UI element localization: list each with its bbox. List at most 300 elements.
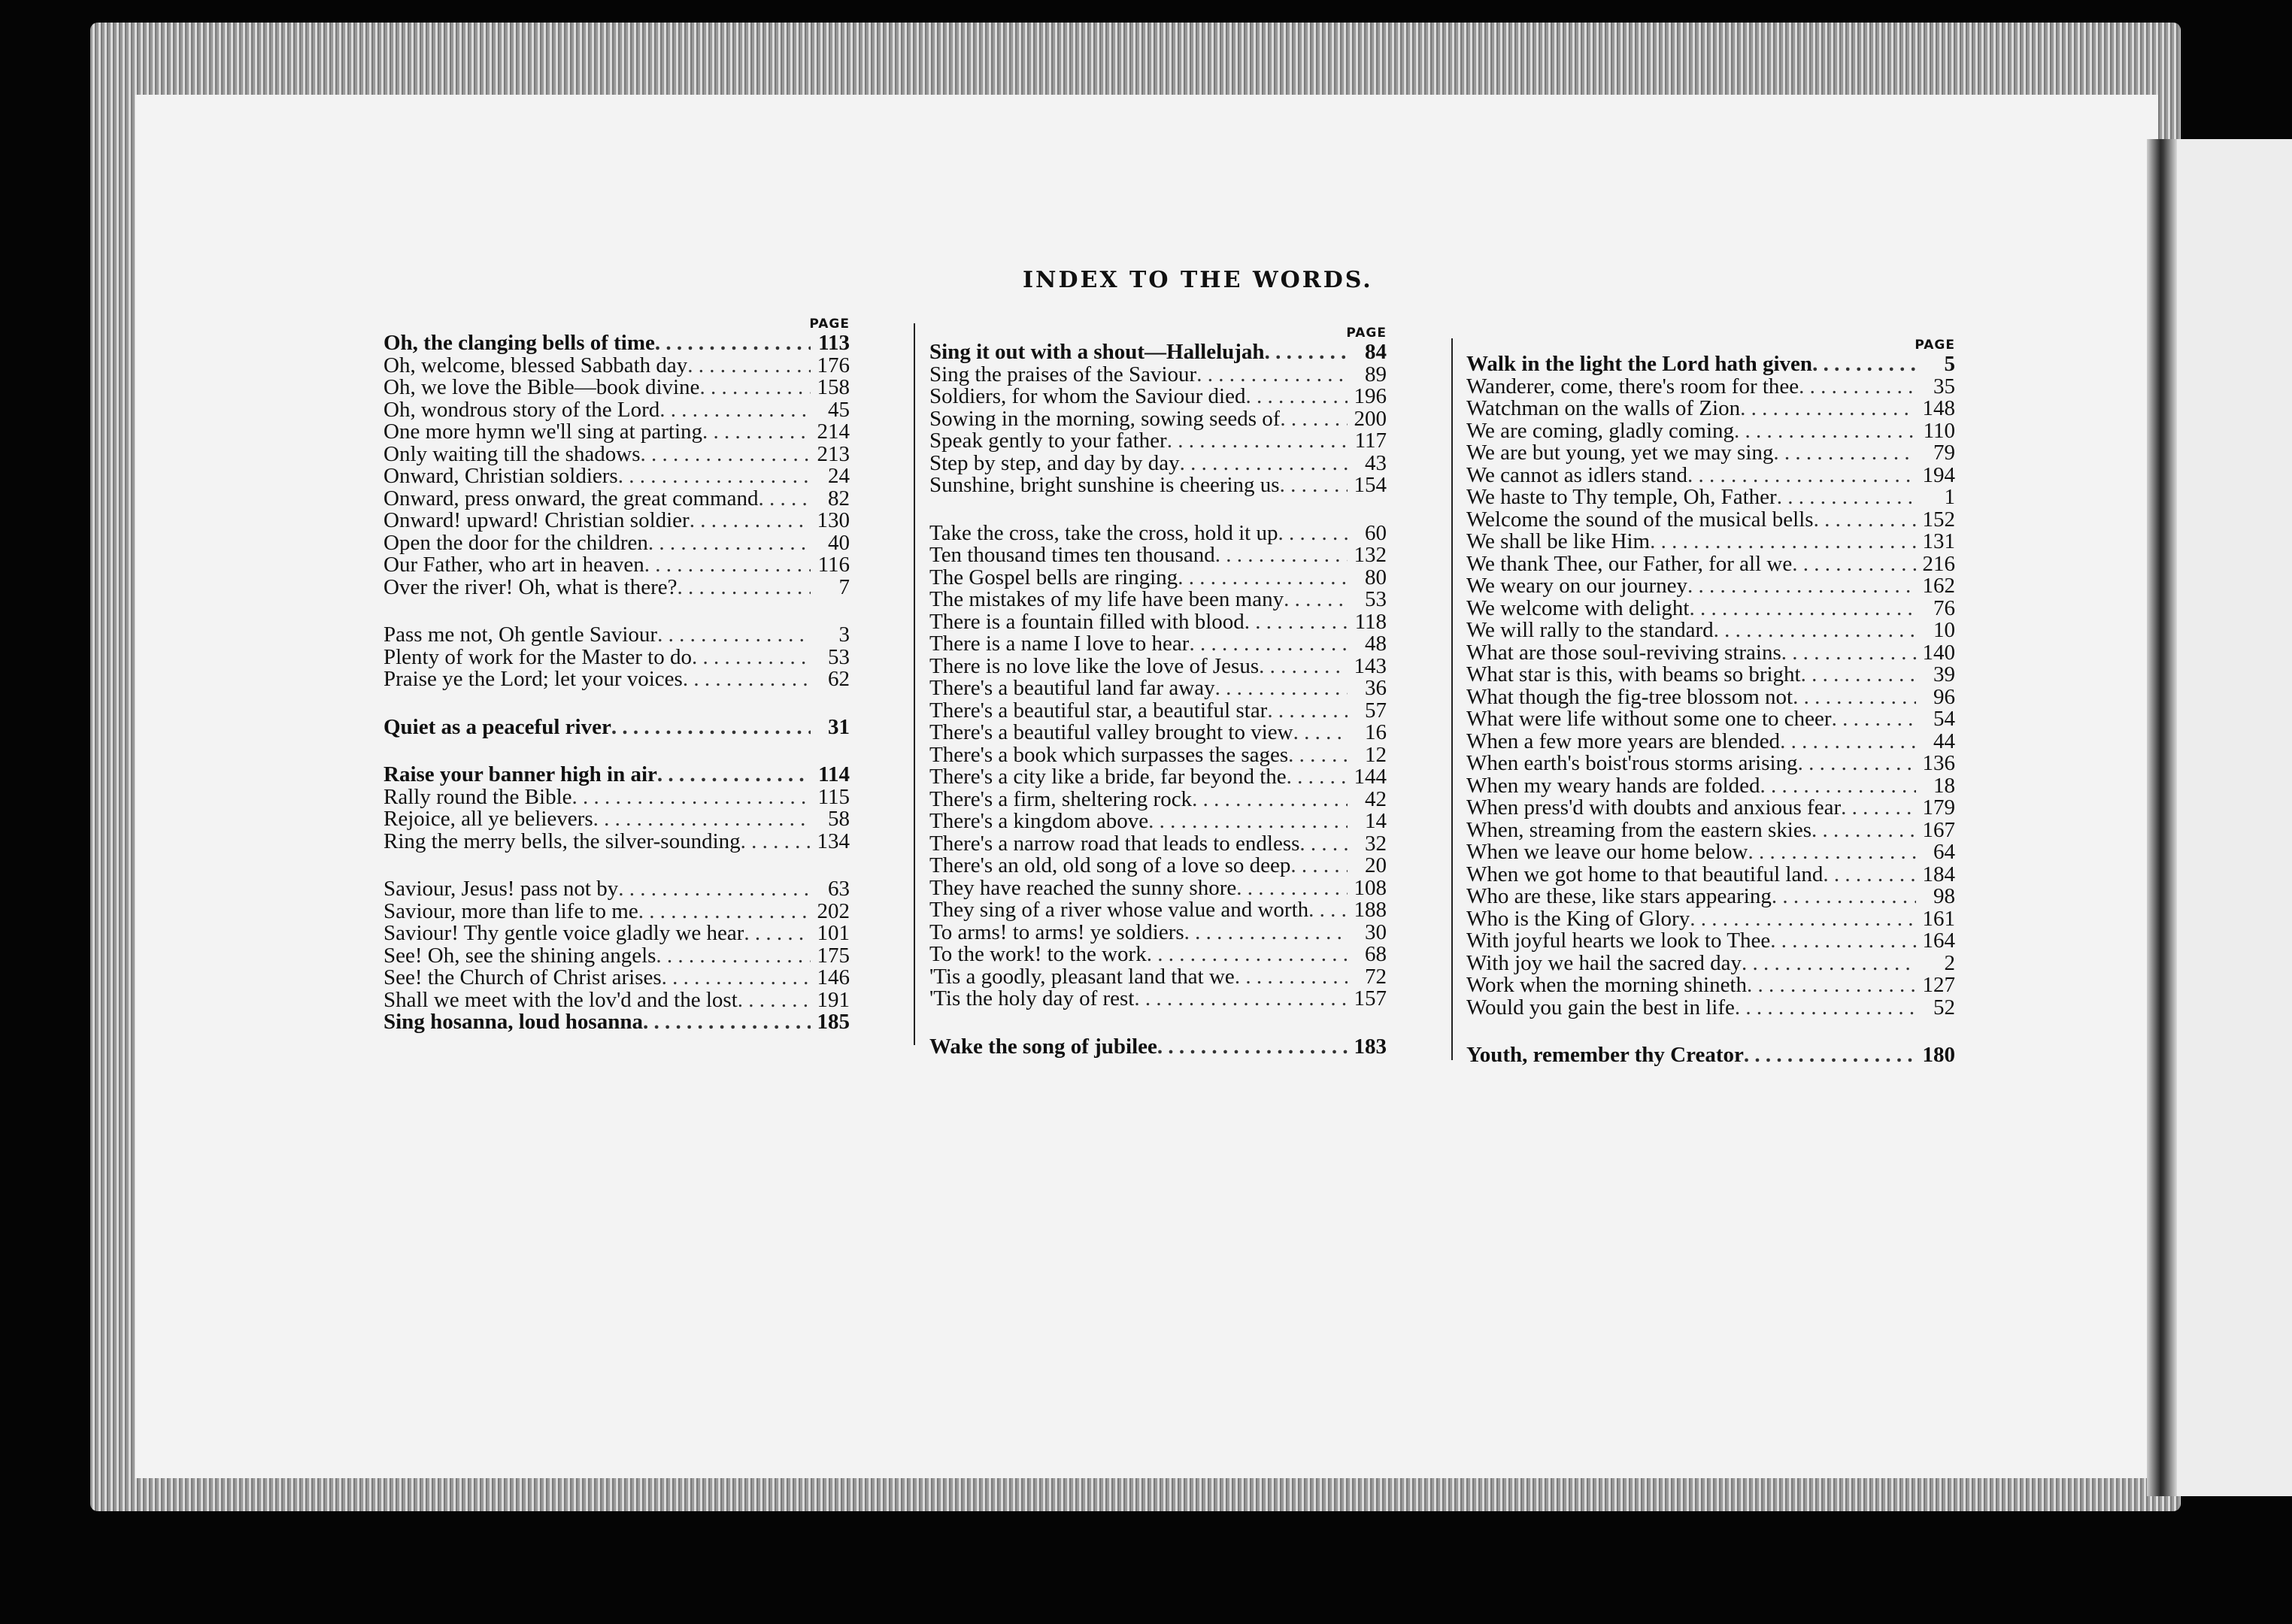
index-column-1 — [384, 316, 850, 1034]
leader-dots — [1832, 708, 1916, 731]
index-entry — [384, 574, 850, 599]
leader-dots — [618, 465, 811, 488]
page-number: 76 — [1933, 595, 1955, 620]
leader-dots — [1823, 864, 1916, 886]
page-number: 158 — [817, 375, 850, 399]
index-entry — [929, 430, 1387, 453]
page-number: 183 — [1354, 1034, 1387, 1059]
leader-dots — [1690, 908, 1916, 931]
page-number: 116 — [817, 553, 850, 577]
leader-dots — [690, 510, 811, 532]
page-number: 152 — [1922, 507, 1955, 532]
group-gap — [929, 497, 1387, 523]
leader-dots — [1734, 420, 1916, 443]
index-entry — [1466, 531, 1955, 553]
leader-dots — [738, 989, 811, 1012]
leader-dots — [692, 647, 811, 669]
hymn-first-line: To the work! to the work — [929, 944, 1147, 966]
index-entry — [929, 341, 1387, 364]
index-entry — [384, 1011, 850, 1034]
hymn-first-line: Work when the morning shineth — [1466, 974, 1747, 997]
index-entry — [929, 766, 1387, 789]
leader-dots — [741, 831, 811, 853]
hymn-first-line: Saviour, Jesus! pass not by — [384, 878, 619, 901]
leader-dots — [1799, 376, 1916, 398]
index-entry — [929, 944, 1387, 966]
index-entry — [929, 899, 1387, 922]
page-column-header: PAGE — [1915, 338, 1955, 353]
leader-dots — [1814, 509, 1916, 532]
leader-dots — [1134, 988, 1348, 1010]
hymn-first-line: With joy we hail the sacred day — [1466, 952, 1742, 974]
hymn-first-line: Open the door for the children — [384, 532, 648, 554]
index-entry — [1466, 1044, 1955, 1067]
page-number: 2 — [1944, 950, 1955, 975]
leader-dots — [1742, 953, 1916, 975]
page-column-header: PAGE — [1346, 326, 1387, 341]
page-number: 148 — [1922, 396, 1955, 420]
index-entry — [929, 633, 1387, 656]
hymn-first-line: There's a firm, sheltering rock — [929, 788, 1193, 810]
group-gap — [384, 691, 850, 717]
leader-dots — [1687, 575, 1916, 598]
hymn-first-line: Youth, remember thy Creator — [1466, 1044, 1744, 1067]
page-number: 53 — [1365, 587, 1387, 611]
group-gap — [384, 738, 850, 764]
leader-dots — [1740, 398, 1916, 420]
index-entry — [384, 421, 850, 444]
leader-dots — [1147, 944, 1348, 966]
page-number: 176 — [817, 353, 850, 377]
hymn-first-line: Quiet as a peaceful river — [384, 716, 611, 738]
hymn-first-line: They have reached the sunny shore — [929, 877, 1237, 899]
hymn-first-line: We shall be like Him — [1466, 531, 1651, 553]
book-gutter — [2147, 139, 2177, 1496]
leader-dots — [643, 1011, 811, 1034]
page-number: 45 — [828, 397, 850, 422]
index-entry — [384, 399, 850, 422]
page-number: 134 — [817, 829, 850, 853]
index-entry — [384, 532, 850, 555]
page-number: 58 — [828, 807, 850, 831]
leader-dots — [1189, 633, 1348, 656]
hymn-first-line: To arms! to arms! ye soldiers — [929, 921, 1184, 944]
page-number: 196 — [1354, 384, 1387, 408]
index-entry — [384, 624, 850, 647]
hymn-first-line: When earth's boist'rous storms arising — [1466, 753, 1798, 775]
leader-dots — [758, 488, 811, 511]
hymn-first-line: Pass me not, Oh gentle Saviour — [384, 624, 658, 647]
leader-dots — [1157, 1036, 1348, 1059]
hymn-first-line: 'Tis a goodly, pleasant land that we — [929, 965, 1235, 988]
hymn-first-line: There's a city like a bride, far beyond the — [929, 766, 1287, 789]
page-number: 63 — [828, 877, 850, 901]
leader-dots — [1180, 453, 1348, 475]
index-entry — [384, 945, 850, 968]
page-number: 18 — [1933, 773, 1955, 798]
hymn-first-line: When, streaming from the eastern skies — [1466, 819, 1812, 841]
hymn-first-line: Who is the King of Glory — [1466, 907, 1690, 930]
page-number: 191 — [817, 987, 850, 1012]
index-entry — [929, 922, 1387, 944]
hymn-first-line: Take the cross, take the cross, hold it up — [929, 522, 1278, 544]
index-entry — [1466, 775, 1955, 798]
hymn-first-line: See! the Church of Christ arises — [384, 967, 662, 989]
page-number: 48 — [1365, 632, 1387, 656]
index-entry — [929, 988, 1387, 1010]
page-number: 110 — [1923, 418, 1955, 443]
page-number: 118 — [1354, 609, 1387, 634]
page-number: 42 — [1365, 786, 1387, 811]
page-number: 79 — [1933, 441, 1955, 465]
leader-dots — [1650, 531, 1916, 553]
page-number: 39 — [1933, 662, 1955, 686]
index-entry — [929, 653, 1387, 678]
index-entry — [1466, 997, 1955, 1020]
index-entry — [929, 544, 1387, 567]
index-entry — [1466, 731, 1955, 753]
hymn-first-line: Walk in the light the Lord hath given — [1466, 353, 1813, 376]
index-entry — [929, 833, 1387, 856]
leader-dots — [655, 332, 811, 355]
leader-dots — [1744, 1044, 1916, 1067]
page-number: 167 — [1922, 817, 1955, 842]
hymn-first-line: We haste to Thy temple, Oh, Father — [1466, 486, 1777, 509]
hymn-first-line: Onward! upward! Christian soldier — [384, 510, 690, 532]
leader-dots — [1841, 797, 1916, 820]
page-number: 10 — [1933, 618, 1955, 642]
hymn-first-line: Our Father, who art in heaven — [384, 554, 644, 577]
leader-dots — [1290, 855, 1348, 877]
hymn-first-line: Speak gently to your father — [929, 430, 1167, 453]
leader-dots — [1288, 744, 1348, 767]
hymn-first-line: Sowing in the morning, sowing seeds of — [929, 408, 1281, 430]
leader-dots — [1777, 486, 1916, 509]
leader-dots — [683, 668, 811, 691]
hymn-first-line: Onward, Christian soldiers — [384, 465, 618, 488]
page-number: 154 — [1354, 473, 1387, 497]
page-number: 43 — [1365, 450, 1387, 475]
leader-dots — [1735, 997, 1916, 1020]
leader-dots — [1184, 922, 1348, 944]
hymn-first-line: Saviour, more than life to me — [384, 900, 638, 923]
hymn-first-line: What were life without some one to cheer — [1466, 708, 1832, 731]
leader-dots — [611, 717, 811, 739]
index-entry — [929, 722, 1387, 744]
page-number: 64 — [1933, 840, 1955, 864]
leader-dots — [1167, 430, 1348, 453]
leader-dots — [572, 786, 811, 809]
leader-dots — [656, 945, 811, 968]
leader-dots — [1812, 353, 1916, 376]
index-entry — [1466, 664, 1955, 686]
leader-dots — [1781, 642, 1916, 665]
index-entry — [1466, 864, 1955, 886]
index-entry — [1466, 595, 1955, 620]
hymn-first-line: There is a name I love to hear — [929, 633, 1190, 656]
hymn-first-line: We are but young, yet we may sing — [1466, 442, 1774, 465]
leader-dots — [1293, 722, 1348, 744]
page-number: 144 — [1354, 765, 1387, 789]
index-entry — [384, 554, 850, 577]
page-number: 32 — [1365, 831, 1387, 856]
hymn-first-line: See! Oh, see the shining angels — [384, 944, 656, 967]
page-number: 57 — [1365, 698, 1387, 723]
page-number: 30 — [1365, 920, 1387, 944]
index-entry — [384, 898, 850, 923]
page-number: 54 — [1933, 707, 1955, 731]
hymn-first-line: Who are these, like stars appearing — [1466, 886, 1772, 908]
index-entry — [384, 878, 850, 901]
index-entry — [1466, 420, 1955, 443]
page-number: 101 — [817, 921, 850, 945]
page-number: 1 — [1944, 485, 1955, 509]
hymn-first-line: Ten thousand times ten thousand — [929, 544, 1215, 567]
index-entry — [384, 831, 850, 853]
leader-dots — [687, 355, 811, 377]
hymn-first-line: Soldiers, for whom the Saviour died — [929, 386, 1246, 408]
page-number: 194 — [1922, 462, 1955, 487]
column-divider — [914, 323, 915, 1045]
hymn-first-line: Oh, wondrous story of the Lord — [384, 398, 660, 421]
index-entry — [929, 1036, 1387, 1059]
index-entry — [1466, 708, 1955, 731]
hymn-first-line: We will rally to the standard — [1466, 620, 1714, 642]
index-entry — [384, 808, 850, 831]
hymn-first-line: We welcome with delight — [1466, 597, 1690, 620]
index-entry — [1466, 686, 1955, 709]
page-number: 175 — [817, 943, 850, 968]
page-number: 216 — [1922, 551, 1955, 576]
index-entry — [384, 714, 850, 739]
leader-dots — [644, 554, 811, 577]
index-entry — [1466, 930, 1955, 953]
group-gap — [384, 598, 850, 624]
page-column-header: PAGE — [809, 317, 850, 332]
hymn-first-line: When we got home to that beautiful land — [1466, 863, 1824, 886]
leader-dots — [1770, 930, 1916, 953]
index-entry — [929, 855, 1387, 877]
leader-dots — [657, 624, 811, 647]
index-entry — [929, 386, 1387, 408]
index-entry — [929, 611, 1387, 634]
leader-dots — [662, 967, 811, 989]
hymn-first-line: Plenty of work for the Master to do — [384, 646, 692, 668]
hymn-first-line: The Gospel bells are ringing — [929, 566, 1178, 589]
leader-dots — [1811, 820, 1916, 842]
hymn-first-line: When press'd with doubts and anxious fear — [1466, 797, 1842, 820]
page-number: 179 — [1922, 795, 1955, 820]
index-entry — [384, 377, 850, 399]
leader-dots — [593, 808, 811, 831]
index-entry — [929, 966, 1387, 989]
page-number: 80 — [1365, 565, 1387, 589]
index-entry — [384, 764, 850, 786]
page-number: 35 — [1933, 374, 1955, 398]
hymn-first-line: One more hymn we'll sing at parting — [384, 421, 703, 444]
leader-dots — [1267, 700, 1348, 723]
leader-dots — [1245, 611, 1348, 634]
leader-dots — [1278, 523, 1348, 545]
page-number: 68 — [1365, 942, 1387, 966]
hymn-first-line: There is no love like the love of Jesus — [929, 655, 1260, 677]
leader-dots — [1215, 677, 1348, 700]
page-number: 52 — [1933, 995, 1955, 1020]
hymn-first-line: We are coming, gladly coming — [1466, 420, 1735, 442]
index-entry — [1466, 486, 1955, 509]
hymn-first-line: Sing it out with a shout—Hallelujah — [929, 341, 1265, 364]
page-number: 31 — [828, 714, 850, 739]
hymn-first-line: Watchman on the walls of Zion — [1466, 398, 1741, 420]
page-number: 117 — [1354, 429, 1387, 453]
page-number: 7 — [838, 574, 850, 599]
hymn-first-line: There's a narrow road that leads to endless — [929, 832, 1300, 855]
index-entry — [384, 332, 850, 355]
leader-dots — [699, 377, 811, 399]
hymn-first-line: There's a kingdom above — [929, 810, 1149, 833]
index-entry — [929, 520, 1387, 545]
index-entry — [929, 408, 1387, 431]
page-number: 24 — [828, 464, 850, 488]
page-number: 188 — [1354, 898, 1387, 922]
hymn-first-line: Rejoice, all ye believers — [384, 808, 593, 831]
page-number: 82 — [828, 486, 850, 511]
leader-dots — [1265, 341, 1348, 364]
leader-dots — [1284, 589, 1348, 611]
index-entry — [929, 744, 1387, 767]
index-entry — [1466, 886, 1955, 908]
hymn-first-line: Sing hosanna, loud hosanna — [384, 1011, 643, 1034]
hymn-first-line: Over the river! Oh, what is there? — [384, 576, 678, 598]
leader-dots — [641, 444, 811, 466]
leader-dots — [648, 532, 811, 555]
hymn-first-line: Oh, welcome, blessed Sabbath day — [384, 354, 688, 377]
leader-dots — [702, 421, 811, 444]
hymn-first-line: Wake the song of jubilee — [929, 1035, 1157, 1058]
page-number: 44 — [1933, 729, 1955, 753]
page-number: 127 — [1922, 973, 1955, 997]
hymn-first-line: Raise your banner high in air — [384, 764, 657, 786]
page-number: 132 — [1354, 543, 1387, 567]
right-page — [2177, 139, 2292, 1496]
index-entry — [384, 465, 850, 488]
group-gap — [384, 853, 850, 878]
hymn-first-line: The mistakes of my life have been many — [929, 589, 1284, 611]
page-number: 130 — [817, 508, 850, 532]
index-entry — [1466, 841, 1955, 864]
index-entry — [1466, 620, 1955, 642]
hymn-first-line: We cannot as idlers stand — [1466, 464, 1688, 486]
hymn-first-line: We weary on our journey — [1466, 575, 1688, 598]
page-title: INDEX TO THE WORDS. — [1023, 267, 1373, 293]
index-entry — [929, 450, 1387, 475]
leader-dots — [659, 399, 811, 422]
leader-dots — [1714, 620, 1916, 642]
leader-dots — [1215, 544, 1348, 567]
index-entry — [1466, 950, 1955, 975]
leader-dots — [1245, 386, 1348, 408]
leader-dots — [1280, 408, 1348, 431]
hymn-first-line: They sing of a river whose value and worth — [929, 899, 1309, 922]
leader-dots — [1299, 833, 1348, 856]
leader-dots — [1780, 731, 1916, 753]
index-entry — [1466, 398, 1955, 420]
leader-dots — [1192, 789, 1348, 811]
index-entry — [384, 786, 850, 809]
hymn-first-line: Praise ye the Lord; let your voices — [384, 668, 683, 691]
hymn-first-line: Oh, we love the Bible—book divine — [384, 377, 700, 399]
hymn-first-line: Only waiting till the shadows — [384, 443, 641, 465]
page-number: 202 — [817, 898, 850, 923]
index-entry — [384, 989, 850, 1012]
page-number: 62 — [828, 667, 850, 691]
page-number: 164 — [1922, 929, 1955, 953]
leader-dots — [1259, 656, 1348, 678]
index-entry — [929, 589, 1387, 611]
page-number: 180 — [1922, 1043, 1955, 1067]
page-number: 136 — [1922, 751, 1955, 775]
page-number: 14 — [1365, 809, 1387, 833]
page-number: 185 — [817, 1010, 850, 1034]
page-number: 184 — [1922, 862, 1955, 886]
leader-dots — [1235, 966, 1348, 989]
page-number: 143 — [1354, 653, 1387, 678]
index-column-3 — [1466, 337, 1955, 1067]
index-entry — [929, 700, 1387, 723]
index-entry — [384, 510, 850, 532]
hymn-first-line: Onward, press onward, the great command — [384, 487, 759, 510]
index-entry — [1466, 817, 1955, 842]
index-entry — [384, 355, 850, 377]
leader-dots — [1798, 753, 1916, 775]
page-number: 53 — [828, 644, 850, 669]
index-entry — [1466, 974, 1955, 997]
hymn-first-line: Oh, the clanging bells of time — [384, 332, 655, 355]
index-entry — [929, 677, 1387, 700]
index-entry — [1466, 353, 1955, 376]
index-entry — [1466, 442, 1955, 465]
page-number: 200 — [1354, 406, 1387, 431]
page-number: 115 — [817, 784, 850, 809]
index-entry — [384, 644, 850, 669]
group-gap — [1466, 1019, 1955, 1044]
hymn-first-line: With joyful hearts we look to Thee — [1466, 930, 1771, 953]
page-number: 161 — [1922, 906, 1955, 931]
leader-dots — [1793, 686, 1916, 709]
leader-dots — [1747, 974, 1916, 997]
index-entry — [929, 567, 1387, 589]
index-entry — [929, 364, 1387, 386]
page-number: 60 — [1365, 520, 1387, 545]
page-number: 72 — [1365, 964, 1387, 989]
page-number: 16 — [1365, 720, 1387, 744]
hymn-first-line: What though the fig-tree blossom not — [1466, 686, 1793, 708]
leader-dots — [744, 923, 811, 945]
hymn-first-line: There's a beautiful land far away — [929, 677, 1215, 700]
hymn-first-line: There's an old, old song of a love so deep — [929, 855, 1291, 877]
hymn-first-line: When we leave our home below — [1466, 841, 1748, 864]
page-number: 3 — [838, 623, 850, 647]
leader-dots — [678, 577, 811, 599]
leader-dots — [1148, 810, 1348, 833]
page-number: 89 — [1365, 362, 1387, 386]
index-entry — [929, 786, 1387, 811]
index-entry — [929, 877, 1387, 900]
column-divider — [1451, 338, 1453, 1060]
page-number: 157 — [1354, 986, 1387, 1010]
index-entry — [384, 441, 850, 466]
leader-dots — [1760, 775, 1916, 798]
